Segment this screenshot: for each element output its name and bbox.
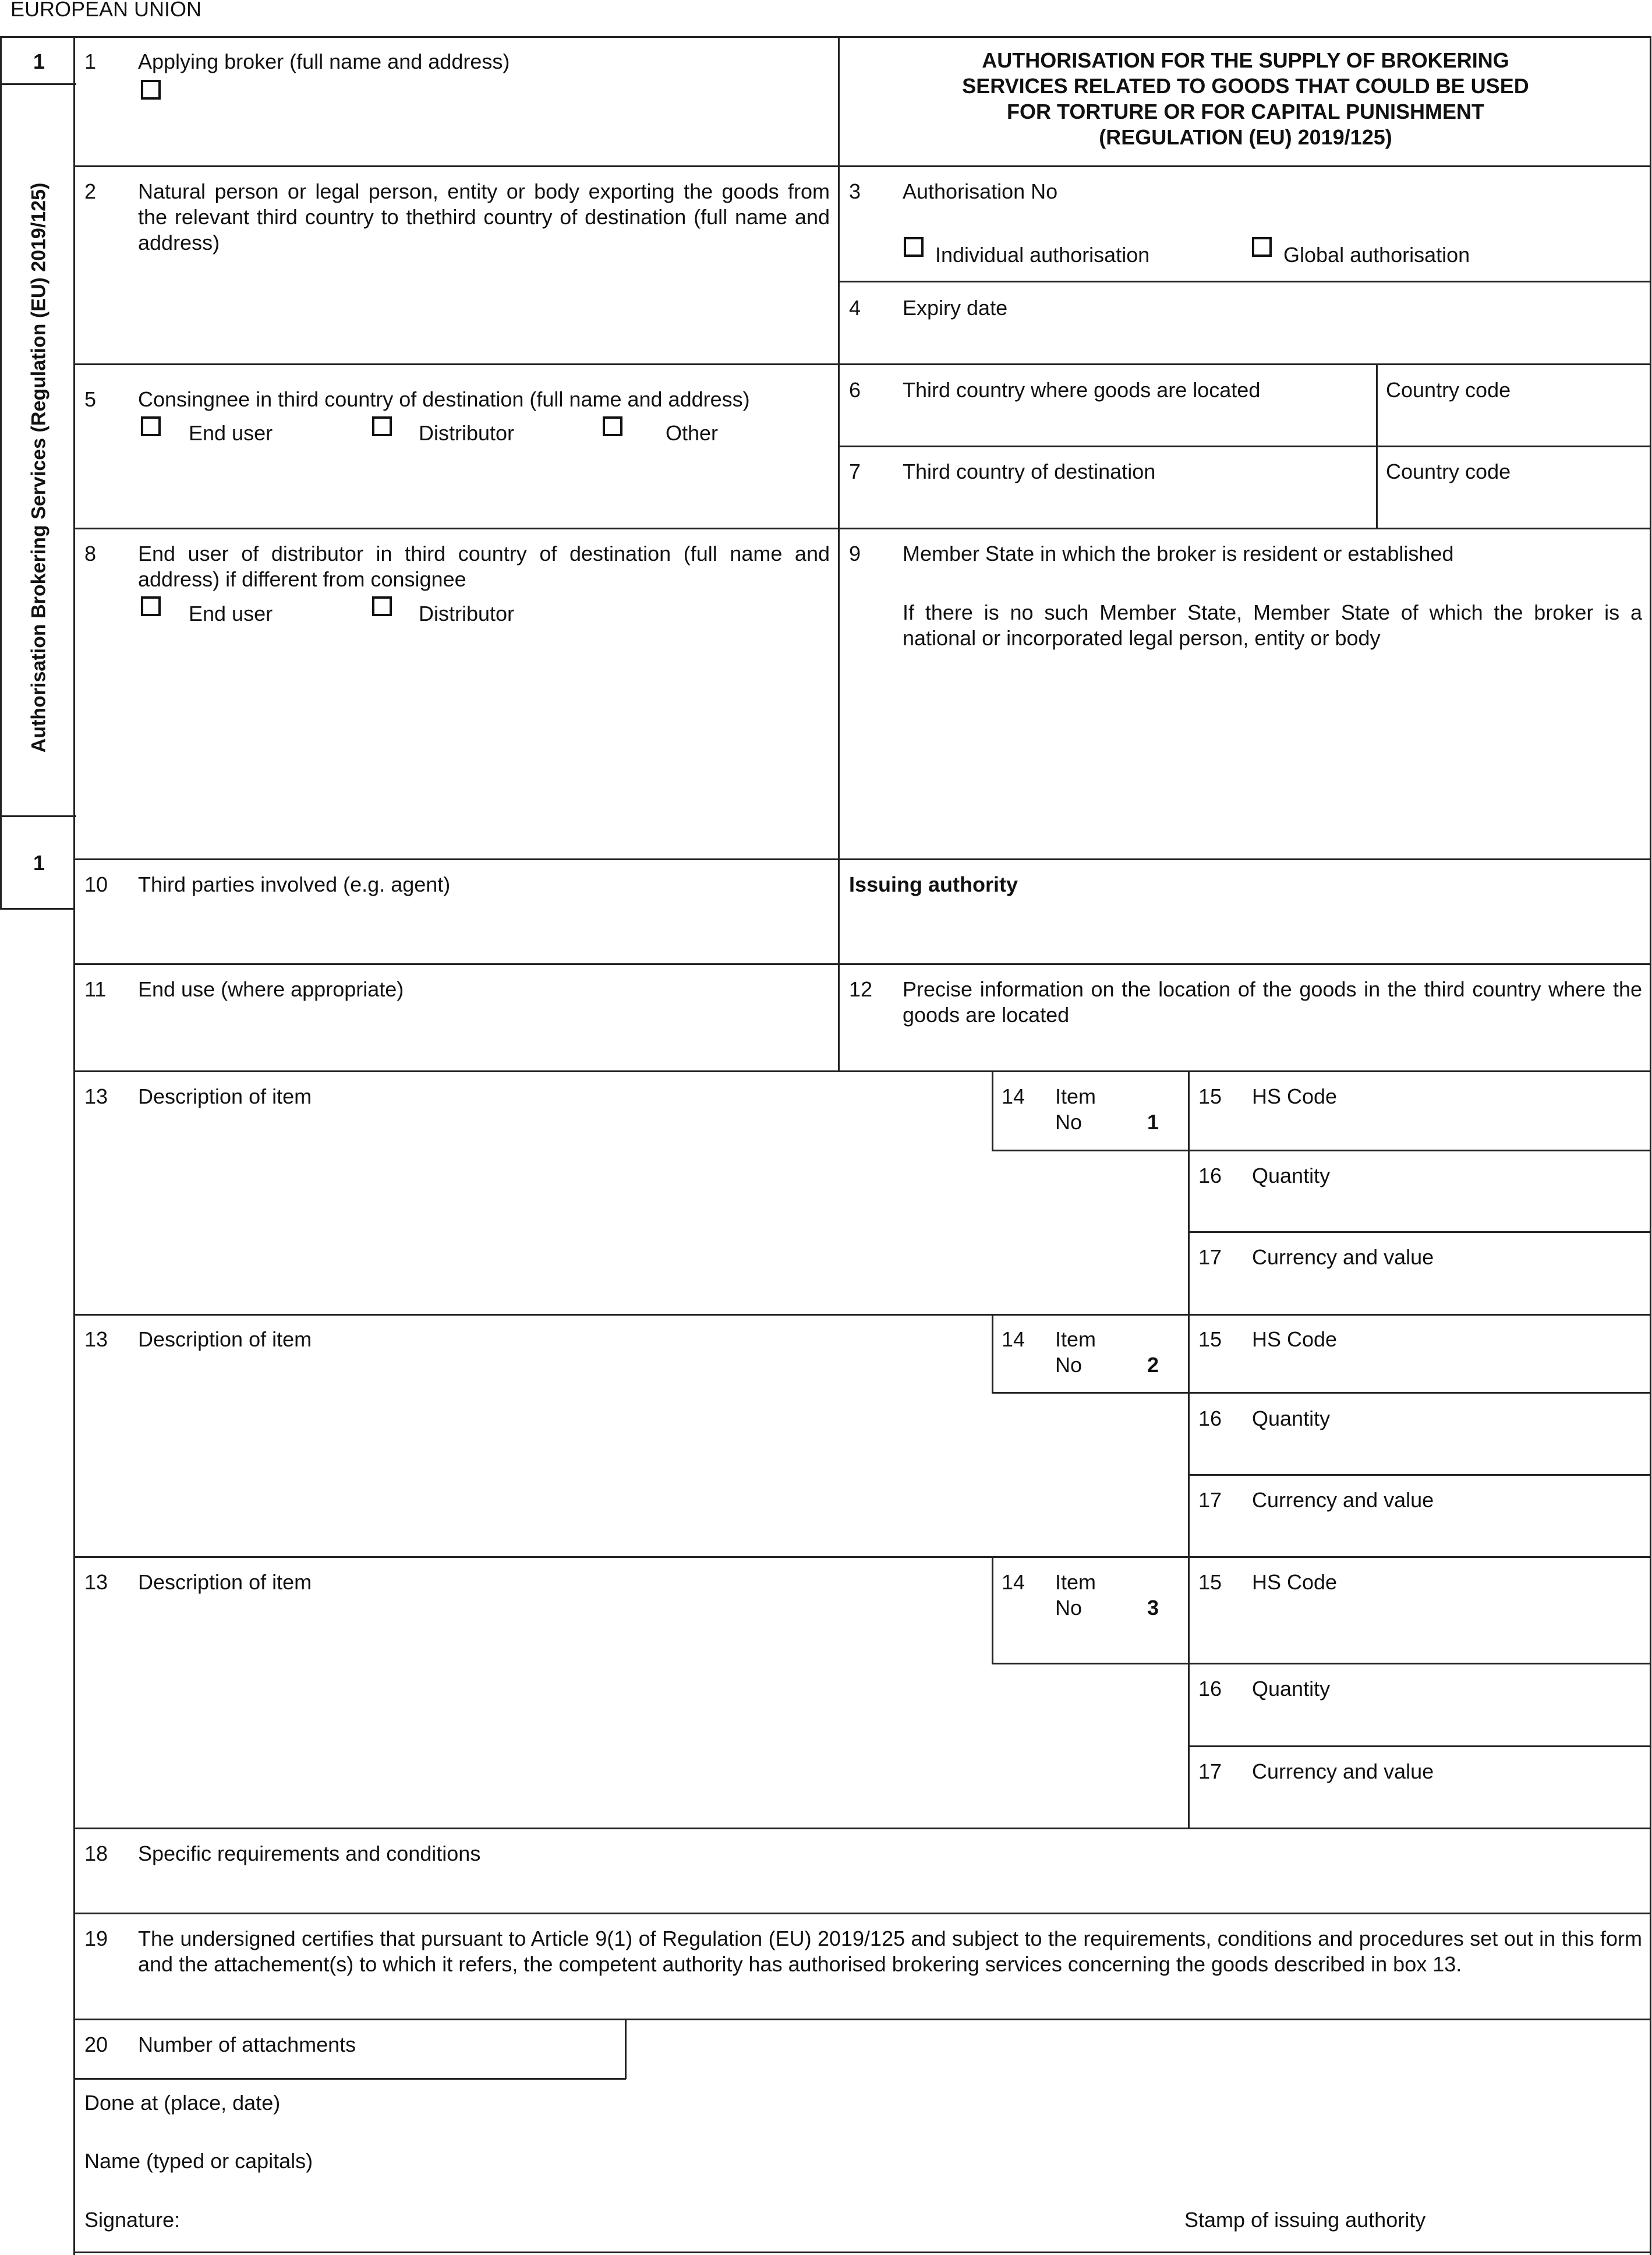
individual-authorisation-label: Individual authorisation [935,243,1150,267]
form-title-line-1: AUTHORISATION FOR THE SUPPLY OF BROKERING [982,48,1509,72]
box20-label: Number of attachments [138,2033,356,2056]
box1-number: 1 [84,50,97,73]
item2-itemno-number: 14 [1002,1327,1025,1351]
item1-qty-number: 16 [1198,1164,1222,1187]
item3-hs-number: 15 [1198,1570,1222,1594]
item2-line-a [992,1392,1651,1394]
box10-label: Third parties involved (e.g. agent) [138,872,451,896]
box1-label: Applying broker (full name and address) [138,50,510,73]
item2-line-b [1188,1474,1651,1476]
item3-desc-label: Description of item [138,1570,312,1594]
done-at-label: Done at (place, date) [84,2091,281,2115]
item2-hs-number: 15 [1198,1327,1222,1351]
item2-col-divider [1188,1314,1190,1556]
box20-right-line [625,2019,627,2079]
item1-desc-label: Description of item [138,1084,312,1108]
box11-number: 11 [84,977,107,1001]
row-line-7 [73,1314,1651,1316]
box4-label: Expiry date [903,296,1008,320]
item2-cur-number: 17 [1198,1488,1222,1512]
item2-cur-label: Currency and value [1252,1488,1434,1512]
box3-box4-line [838,281,1651,282]
box9-label: Member State in which the broker is resident or established [903,542,1454,565]
box8-label: End user of distributor in third country of destination (full name and address) if different from consignee [138,542,830,591]
item1-no-label: No [1055,1110,1083,1134]
box3-number: 3 [849,179,861,203]
box10-number: 10 [84,872,108,896]
frame-top [73,36,1651,38]
item3-line-b [1188,1745,1651,1747]
item1-cur-number: 17 [1198,1245,1222,1269]
box5-other-checkbox[interactable] [603,416,622,436]
box9-number: 9 [849,542,861,565]
item1-desc-number: 13 [84,1084,108,1108]
item1-item-no-value: 1 [1147,1110,1159,1134]
frame-bottom [73,2252,1651,2253]
row-line-1 [73,165,1651,167]
box7-label: Third country of destination [903,460,1156,483]
item3-desc-number: 13 [84,1570,108,1594]
item3-col-divider [1188,1556,1190,1828]
form-title-line-4: (REGULATION (EU) 2019/125) [1099,125,1392,149]
item3-cur-label: Currency and value [1252,1759,1434,1783]
box4-number: 4 [849,296,861,320]
item3-hs-label: HS Code [1252,1570,1338,1594]
middle-divider [838,36,840,1070]
item1-itemno-left [992,1070,993,1151]
region-header: EUROPEAN UNION [10,0,202,21]
item2-no-label: No [1055,1353,1083,1377]
copy-number-top: 1 [33,50,45,73]
item3-cur-number: 17 [1198,1759,1222,1783]
box8-distributor-label: Distributor [419,602,515,625]
row-line-11 [73,2019,1651,2020]
box3-label: Authorisation No [903,179,1058,203]
box2-number: 2 [84,179,97,203]
item3-line-a [992,1663,1651,1664]
row-line-10 [73,1913,1651,1914]
box8-distributor-checkbox[interactable] [372,596,392,616]
box5-end-user-label: End user [189,421,273,445]
side-panel [0,36,75,910]
box12-number: 12 [849,977,873,1001]
row-line-6 [73,1070,1651,1072]
row-line-2 [73,363,1651,365]
box8-end-user-label: End user [189,602,273,625]
item3-itemno-number: 14 [1002,1570,1025,1594]
item2-desc-number: 13 [84,1327,108,1351]
box20-number: 20 [84,2033,108,2056]
row-line-9 [73,1828,1651,1829]
item2-qty-label: Quantity [1252,1406,1331,1430]
item1-qty-label: Quantity [1252,1164,1331,1187]
form-title-line-2: SERVICES RELATED TO GOODS THAT COULD BE USED [962,74,1529,98]
stamp-label: Stamp of issuing authority [1184,2208,1426,2232]
box12-label: Precise information on the location of the goods in the third country where the goods are located [903,977,1642,1027]
item1-line-a [992,1150,1651,1151]
item3-qty-number: 16 [1198,1677,1222,1701]
form-title [840,48,1651,150]
box5-distributor-checkbox[interactable] [372,416,392,436]
side-divider-top [2,83,76,85]
side-divider-bottom [2,815,76,817]
box2-label: Natural person or legal person, entity or body exporting the goods from the relevant third country to thethird country of destination (full name and address) [138,179,830,255]
box6-box7-line [838,446,1651,447]
item3-item-no-value: 3 [1147,1596,1159,1620]
item2-item-label: Item [1055,1327,1096,1351]
box5-other-label: Other [666,421,719,445]
frame-left [73,36,75,2255]
issuing-authority-label: Issuing authority [849,872,1018,896]
row-line-5 [73,963,1651,965]
item2-desc-label: Description of item [138,1327,312,1351]
box6-number: 6 [849,378,861,402]
item2-itemno-left [992,1314,993,1393]
item3-qty-label: Quantity [1252,1677,1331,1701]
box6-label: Third country where goods are located [903,378,1261,402]
item1-col-divider [1188,1070,1190,1314]
individual-authorisation-checkbox[interactable] [904,237,924,257]
box7-country-code-label: Country code [1386,460,1511,483]
item1-itemno-number: 14 [1002,1084,1025,1108]
box7-number: 7 [849,460,861,483]
item1-cur-label: Currency and value [1252,1245,1434,1269]
form-title-line-3: FOR TORTURE OR FOR CAPITAL PUNISHMENT [1006,100,1484,123]
item3-no-label: No [1055,1596,1083,1620]
box8-end-user-checkbox[interactable] [141,596,161,616]
row-line-8 [73,1556,1651,1558]
box6-country-code-label: Country code [1386,378,1511,402]
item2-qty-number: 16 [1198,1406,1222,1430]
box19-number: 19 [84,1927,108,1950]
global-authorisation-checkbox[interactable] [1252,237,1272,257]
signature-label: Signature: [84,2208,181,2232]
box20-bottom-line [73,2078,626,2080]
box11-label: End use (where appropriate) [138,977,404,1001]
item1-hs-label: HS Code [1252,1084,1338,1108]
side-vertical-title: Authorisation Brokering Services (Regulation (EU) 2019/125) [27,182,50,753]
box8-number: 8 [84,542,97,565]
box1-checkbox[interactable] [141,80,161,100]
box18-number: 18 [84,1842,108,1865]
box5-label: Consingnee in third country of destination (full name and address) [138,387,750,411]
item2-item-no-value: 2 [1147,1353,1159,1377]
country-code-divider [1376,363,1378,528]
frame-right [1650,36,1651,2255]
box18-label: Specific requirements and conditions [138,1842,481,1865]
item1-hs-number: 15 [1198,1084,1222,1108]
row-line-4 [73,858,1651,860]
global-authorisation-label: Global authorisation [1283,243,1470,267]
box5-end-user-checkbox[interactable] [141,416,161,436]
row-line-3 [73,528,1651,529]
item1-line-b [1188,1231,1651,1233]
item3-itemno-left [992,1556,993,1663]
item3-item-label: Item [1055,1570,1096,1594]
box9-note: If there is no such Member State, Member State of which the broker is a national or incorporated legal person, entity or body [903,600,1642,650]
copy-number-bottom: 1 [33,851,45,875]
name-label: Name (typed or capitals) [84,2149,313,2173]
item1-item-label: Item [1055,1084,1096,1108]
box5-distributor-label: Distributor [419,421,515,445]
box19-certification-text: The undersigned certifies that pursuant to Article 9(1) of Regulation (EU) 2019/125 and subject to the requirements, conditions and procedures set out in this form and the attachement(s) to which it refers, the competent authority has authorised brokering services concerning the goods described in box 13. [138,1927,1642,1976]
box5-number: 5 [84,387,97,411]
item2-hs-label: HS Code [1252,1327,1338,1351]
